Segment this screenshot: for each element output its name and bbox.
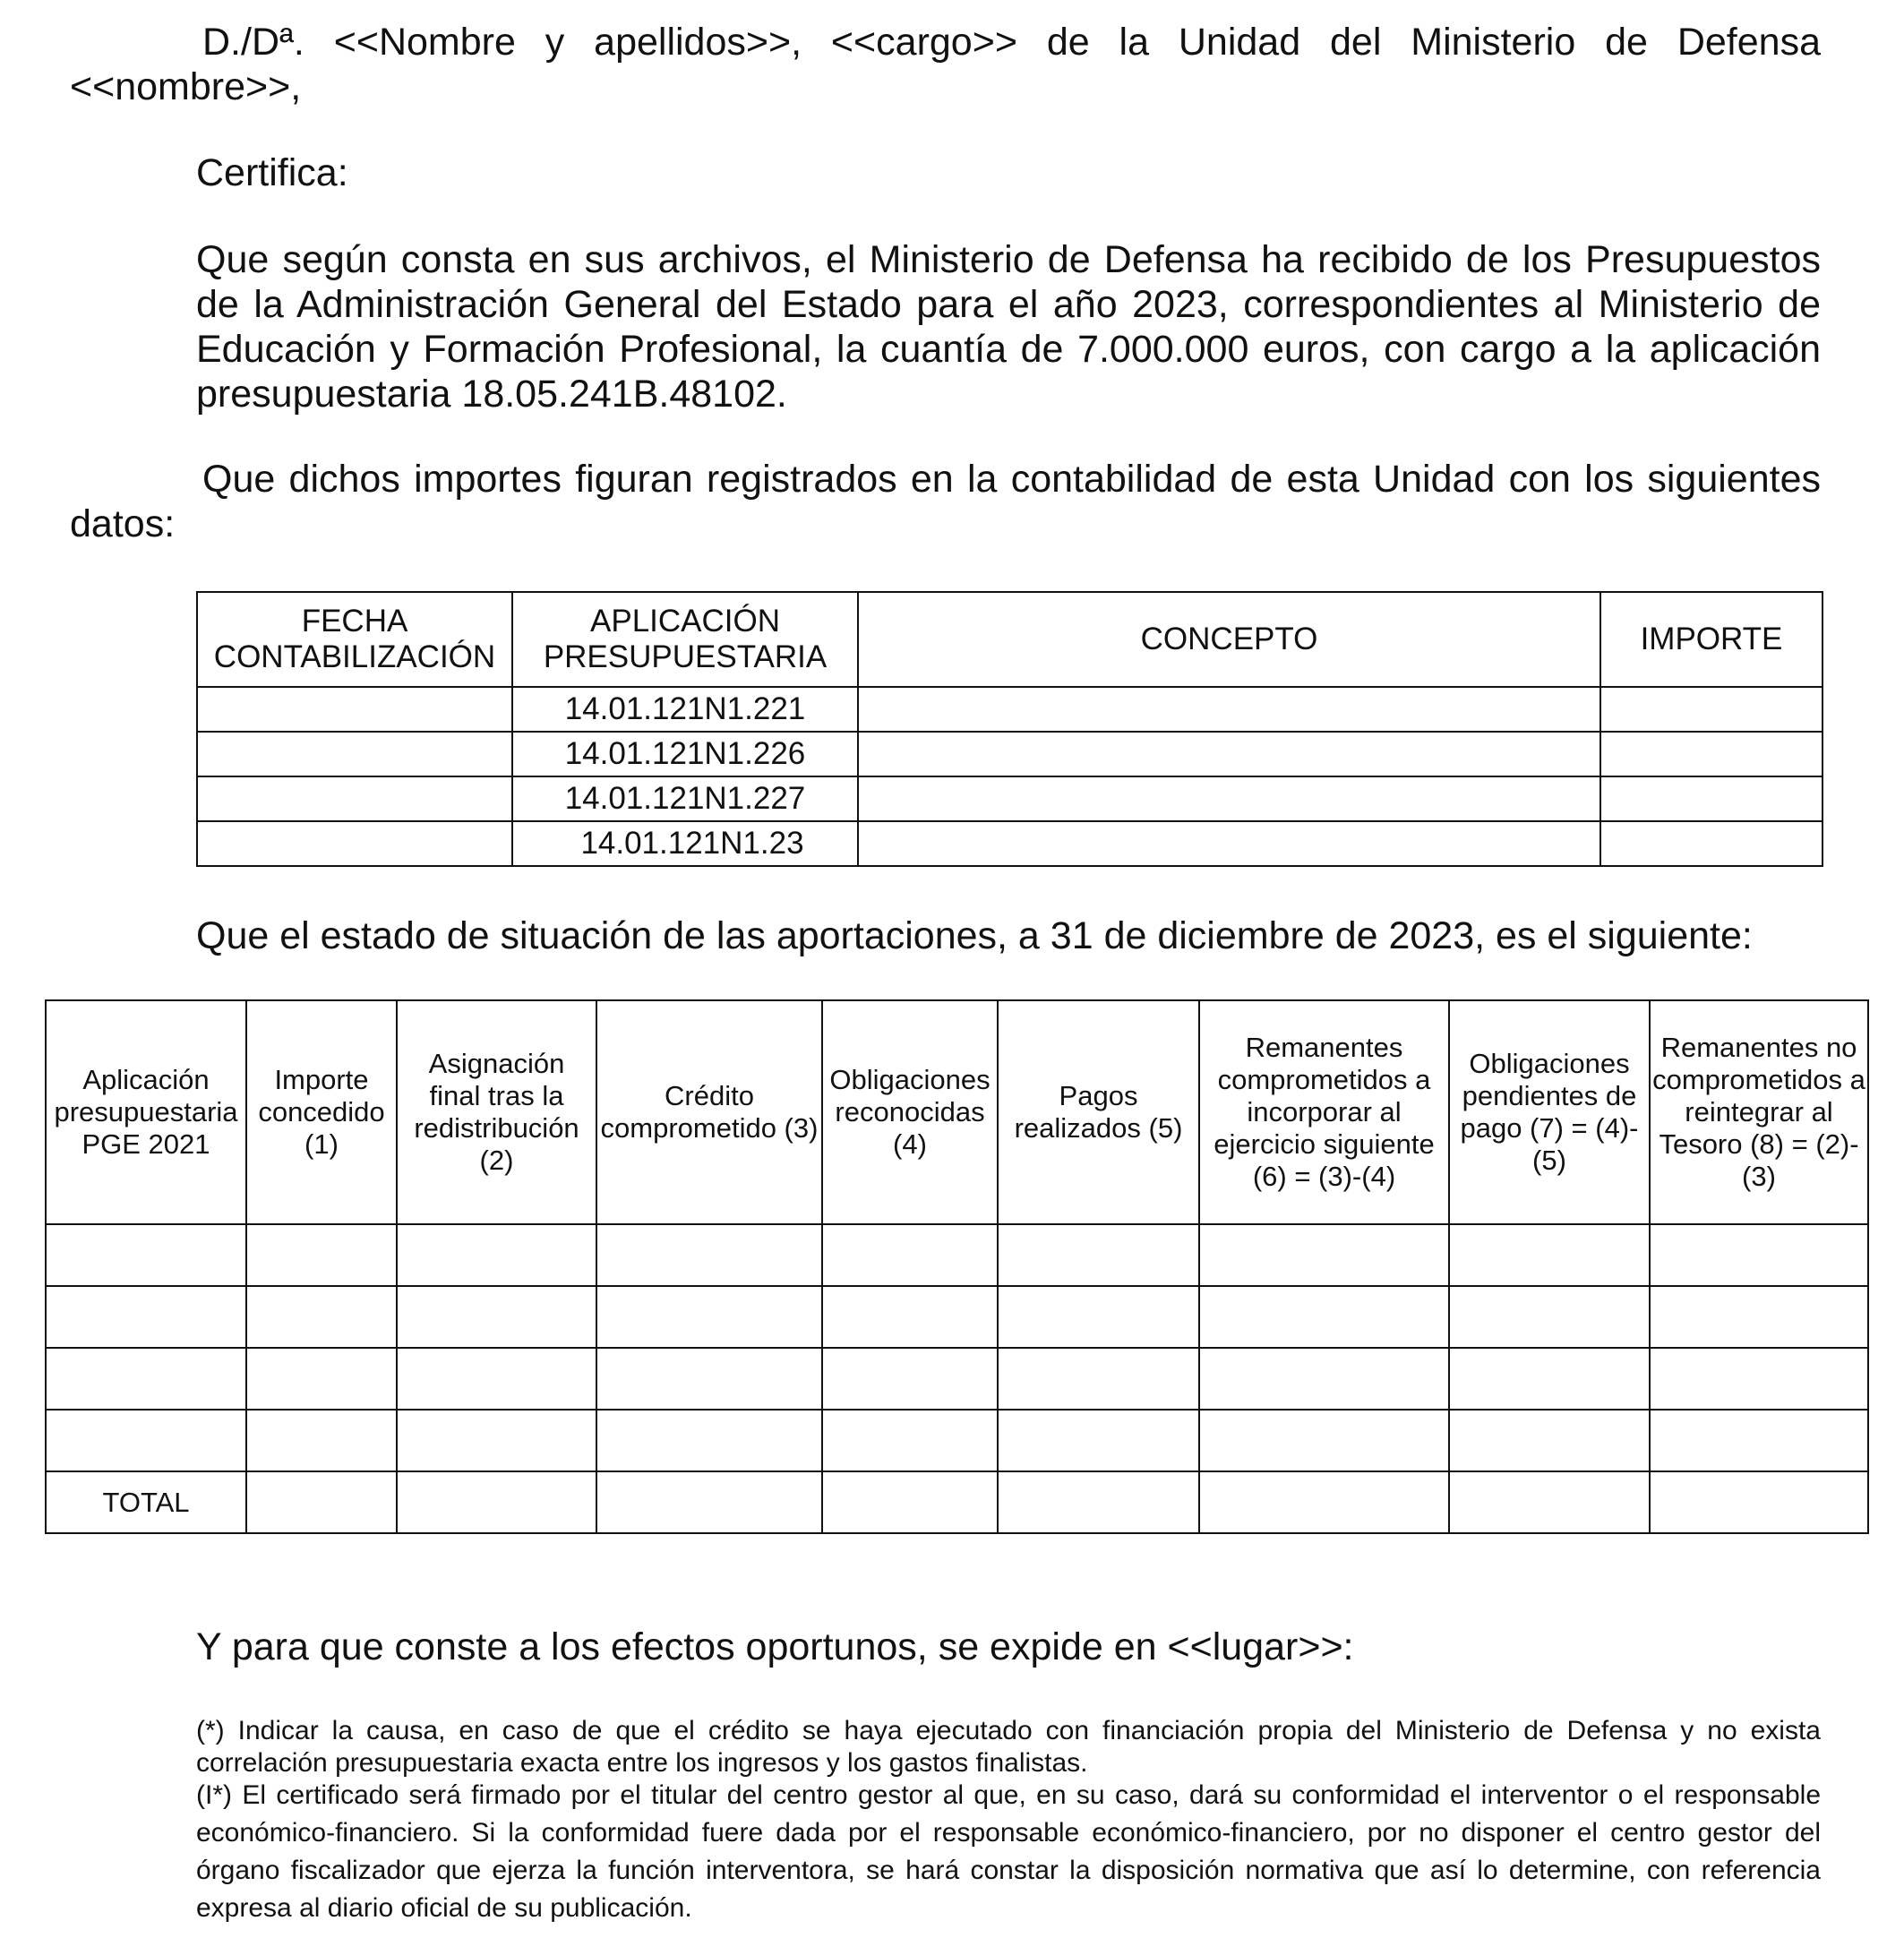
table-row bbox=[46, 1286, 1868, 1348]
intro-line-1: D./Dª. <<Nombre y apellidos>>, <<cargo>> de la Unidad del Ministerio de Defensa bbox=[202, 21, 1821, 64]
cell-importe bbox=[1600, 687, 1823, 732]
header-fecha: FECHA CONTABILIZACIÓN bbox=[197, 592, 512, 687]
paragraph-closing: Y para que conste a los efectos oportunos, se expide en <<lugar>>: bbox=[196, 1625, 1354, 1668]
cell-aplicacion: 14.01.121N1.221 bbox=[512, 687, 858, 732]
table-row bbox=[197, 821, 1823, 866]
cell-concepto bbox=[858, 732, 1600, 776]
certifica-heading: Certifica: bbox=[196, 151, 348, 194]
table-row bbox=[197, 776, 1823, 821]
status-table-header bbox=[46, 1000, 1868, 1224]
header-pagos-realizados: Pagos realizados (5) bbox=[998, 1000, 1199, 1224]
cell-fecha bbox=[197, 821, 512, 866]
footnote-1: (*) Indicar la causa, en caso de que el crédito se haya ejecutado con financiación propia del Ministerio de Defensa y no exista correlación presupuestaria exacta entre los ingresos y los gastos finalistas. bbox=[196, 1716, 1821, 1778]
accounting-table bbox=[196, 591, 1823, 867]
paragraph-records-line-1: Que dichos importes figuran registrados en la contabilidad de esta Unidad con los siguientes bbox=[202, 458, 1821, 501]
cell-concepto bbox=[858, 687, 1600, 732]
header-importe: IMPORTE bbox=[1600, 592, 1823, 687]
cell-concepto bbox=[858, 776, 1600, 821]
table-row bbox=[46, 1410, 1868, 1471]
table-row bbox=[197, 687, 1823, 732]
header-remanentes-no-comprometidos: Remanentes no comprometidos a reintegrar al Tesoro (8) = (2)-(3) bbox=[1650, 1000, 1868, 1224]
cell-fecha bbox=[197, 687, 512, 732]
paragraph-funding: Que según consta en sus archivos, el Ministerio de Defensa ha recibido de los Presupuestos de la Administración General del Estado para el año 2023, correspondientes al Ministerio de Educación y Formación Profesional, la cuantía de 7.000.000 euros, con cargo a la aplicación presupuestaria 18.05.241B.48102. bbox=[196, 238, 1821, 416]
header-obligaciones-reconocidas: Obligaciones reconocidas (4) bbox=[822, 1000, 998, 1224]
cell-concepto bbox=[858, 821, 1600, 866]
header-concepto: CONCEPTO bbox=[858, 592, 1600, 687]
header-obligaciones-pendientes: Obligaciones pendientes de pago (7) = (4)-(5) bbox=[1449, 1000, 1650, 1224]
paragraph-status: Que el estado de situación de las aportaciones, a 31 de diciembre de 2023, es el siguiente: bbox=[196, 914, 1753, 957]
header-remanentes-comprometidos: Remanentes comprometidos a incorporar al ejercicio siguiente (6) = (3)-(4) bbox=[1199, 1000, 1449, 1224]
header-aplicacion-pge: Aplicación presupuestaria PGE 2021 bbox=[46, 1000, 246, 1224]
cell-fecha bbox=[197, 776, 512, 821]
cell-importe bbox=[1600, 732, 1823, 776]
total-label: TOTAL bbox=[46, 1471, 246, 1533]
table-row bbox=[46, 1224, 1868, 1286]
header-aplicacion: APLICACIÓN PRESUPUESTARIA bbox=[512, 592, 858, 687]
paragraph-records-line-2: datos: bbox=[70, 502, 176, 545]
cell-importe bbox=[1600, 776, 1823, 821]
table-row bbox=[46, 1348, 1868, 1410]
cell-fecha bbox=[197, 732, 512, 776]
accounting-table-header bbox=[197, 592, 1823, 687]
cell-importe bbox=[1600, 821, 1823, 866]
footnote-2: (I*) El certificado será firmado por el titular del centro gestor al que, en su caso, dará su conformidad el interventor o el responsable económico-financiero. Si la conformidad fuere dada por el responsable económico-financiero, por no disponer el centro gestor del órgano fiscalizador que ejerza la función interventora, se hará constar la disposición normativa que así lo determine, con referencia expresa al diario oficial de su publicación. bbox=[196, 1780, 1821, 1923]
status-table bbox=[45, 999, 1869, 1534]
table-row bbox=[197, 732, 1823, 776]
cell-aplicacion: 14.01.121N1.23 bbox=[512, 821, 858, 866]
total-row bbox=[46, 1471, 1868, 1533]
header-credito-comprometido: Crédito comprometido (3) bbox=[596, 1000, 822, 1224]
header-importe-concedido: Importe concedido (1) bbox=[246, 1000, 397, 1224]
header-asignacion-final: Asignación final tras la redistribución (2) bbox=[397, 1000, 596, 1224]
cell-aplicacion: 14.01.121N1.227 bbox=[512, 776, 858, 821]
intro-line-2: <<nombre>>, bbox=[70, 65, 302, 108]
cell-aplicacion: 14.01.121N1.226 bbox=[512, 732, 858, 776]
